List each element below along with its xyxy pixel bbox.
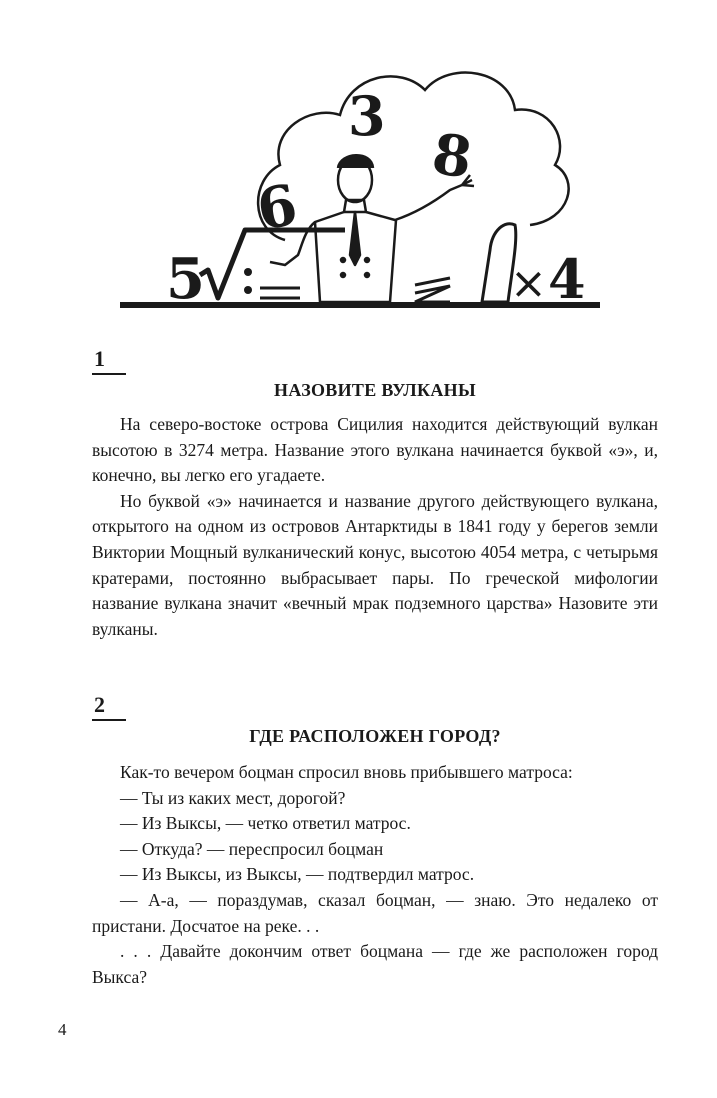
header-illustration <box>110 40 610 320</box>
problem-body <box>92 760 658 990</box>
colon-dot <box>244 268 252 276</box>
number-underline <box>92 719 126 721</box>
page-number: 4 <box>58 1020 67 1039</box>
problem-body <box>92 412 658 642</box>
equals-sign <box>260 288 300 298</box>
approx-sign <box>415 278 450 302</box>
paragraph: Но буквой «э» начинается и название другого действующего вулкана, открытого на одном из островов Антарктиды в 1841 году у берегов земли Виктории Мощный вулканический конус, высотою 4054 метра, с четырьмя кратерами, постоянно выбрасывает пары. По греческой мифологии название вулкана значит «вечный мрак подземного царства» Назовите эти вулканы. <box>92 490 658 639</box>
problem-title: НАЗОВИТЕ ВУЛКАНЫ <box>274 380 476 400</box>
problem-title: ГДЕ РАСПОЛОЖЕН ГОРОД? <box>249 726 501 746</box>
digit-4: 4 <box>548 247 586 311</box>
digit-3: 3 <box>348 84 386 148</box>
dialogue-line: — А-а, — пораздумав, сказал боцман, — знаю. Это недалеко от пристани. Досчатое на реке. . . <box>92 889 658 936</box>
dialogue-line: — Из Выксы, — четко ответил матрос. <box>120 813 411 834</box>
digit-6: 6 <box>252 171 303 244</box>
paragraph: Как-то вечером боцман спросил вновь прибывшего матроса: <box>120 762 573 782</box>
dialogue-line: — Ты из каких мест, дорогой? <box>120 787 346 808</box>
cloud-shape <box>258 73 569 240</box>
paragraph: На северо-востоке острова Сицилия находится действующий вулкан высотою в 3274 метра. Название этого вулкана начинается буквой «э», и, конечно, вы легко его угадаете. <box>92 414 658 486</box>
colon-dot <box>244 286 252 294</box>
problem-number: 2 <box>94 692 105 717</box>
dialogue-line: — Откуда? — переспросил боцман <box>120 838 384 859</box>
times-sign: × <box>510 258 547 309</box>
digit-8: 8 <box>428 120 476 192</box>
number-underline <box>92 373 126 375</box>
dialogue-line: — Из Выксы, из Выксы, — подтвердил матрос. <box>120 864 475 885</box>
problem-number: 1 <box>94 346 105 371</box>
digit-5: 5 <box>166 246 205 312</box>
paragraph: . . . Давайте докончим ответ боцмана — где же расположен город Выкса? <box>92 941 658 987</box>
